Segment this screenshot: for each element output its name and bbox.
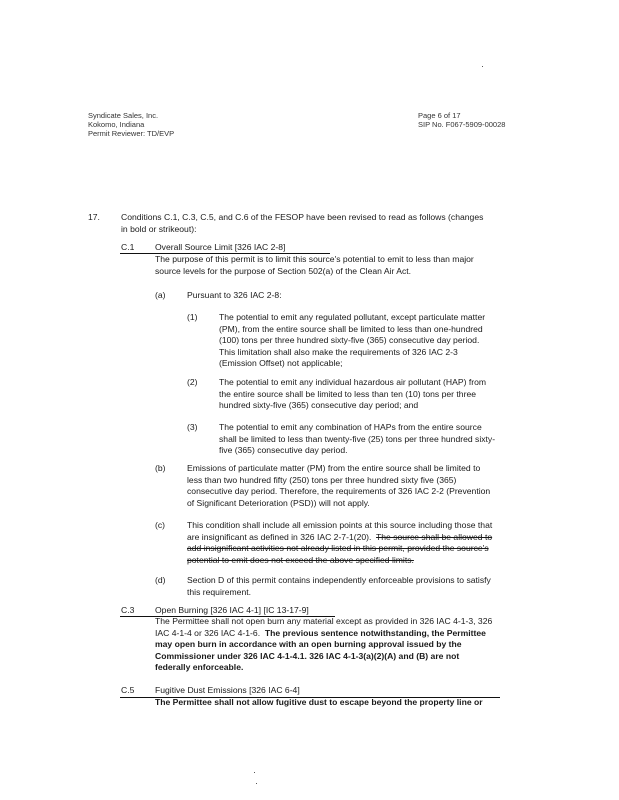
c1-d-text: Section D of this permit contains independently enforceable provisions to satisfy this requirement. (187, 575, 491, 597)
c3-text: The Permittee shall not open burn any material except as provided in 326 IAC 4-1-3, 326 IAC 4-1-4 or 326 IAC 4-1-6. The previous sentence notwithstanding, the Permittee may open burn in accordance with an open burning approval issued by the Commissioner under 326 IAC 4-1-4.1. 326 IAC 4-1-3(a)(2)(A) and (B) are not federally enforceable. (155, 616, 493, 673)
header-location: Kokomo, Indiana (88, 120, 145, 129)
c1-c-text: This condition shall include all emission points at this source including those that are insignificant as defined in 326 IAC 2-7-1(20). The source shall be allowed to add insignificant activities not already listed in this permit, provided the source's potential to emit does not exceed the above specified limits. (187, 520, 493, 565)
c1-sub2-text: The potential to emit any individual hazardous air pollutant (HAP) from the entire source shall be limited to less than ten (10) tons per three hundred sixty-five (365) consecutive day period; and (219, 377, 487, 411)
c1-c-label: (c) (155, 520, 166, 530)
c1-sub3-label: (3) (187, 422, 198, 432)
c1-title: Overall Source Limit [326 IAC 2-8] (155, 242, 286, 252)
header-left (88, 111, 174, 138)
header-reviewer: Permit Reviewer: TD/EVP (88, 129, 175, 138)
c1-c-strikeout-3: potential to emit does not exceed the above specified limits. (187, 554, 414, 565)
c1-sub3-text: The potential to emit any combination of HAPs from the entire source shall be limited to less than twenty-five (25) tons per three hundred sixty- five (365) consecutive day period. (219, 422, 496, 456)
header-permit-number: SIP No. F067-5909-00028 (418, 120, 506, 129)
c1-b-label: (b) (155, 463, 166, 473)
c5-title: Fugitive Dust Emissions [326 IAC 6-4] (155, 685, 300, 695)
c5-label: C.5 (121, 685, 135, 695)
c5-text: The Permittee shall not allow fugitive dust to escape beyond the property line or (155, 697, 483, 707)
c1-sub1-text: The potential to emit any regulated pollutant, except particulate matter (PM), from the entire source shall be limited to less than one-hundred (100) tons per three hundred sixty-five (365) consecutive day period. This limitation shall also make the requirements of 326 IAC 2-3 (Emission Offset) not applicable; (219, 312, 486, 369)
c1-d-label: (d) (155, 575, 166, 585)
c1-c-strikeout-2: add insignificant activities not already listed in this permit, provided the source's (187, 543, 489, 554)
c1-a-text: Pursuant to 326 IAC 2-8: (187, 290, 282, 300)
c3-bold-insert: The previous sentence notwithstanding, the Permittee (264, 627, 486, 638)
scan-speck (254, 772, 255, 773)
c1-label: C.1 (121, 242, 135, 252)
scan-speck (256, 783, 257, 784)
c1-sub2-label: (2) (187, 377, 198, 387)
c3-label: C.3 (121, 605, 135, 615)
c3-title: Open Burning [326 IAC 4-1] [IC 13-17-9] (155, 605, 309, 615)
c1-b-text: Emissions of particulate matter (PM) from the entire source shall be limited to less than two hundred fifty (250) tons per three hundred sixty five (365) consecutive day period. Therefore, the requirements of 326 IAC 2-2 (Prevention of Significant Deterioration (PSD)) will not apply. (187, 463, 491, 508)
item-17-intro: Conditions C.1, C.3, C.5, and C.6 of the FESOP have been revised to read as follows (changes in bold or strikeout): (121, 212, 484, 234)
scan-speck (482, 66, 483, 67)
header-right (418, 111, 505, 129)
header-company: Syndicate Sales, Inc. (88, 111, 159, 120)
c1-c-strikeout-1: The source shall be allowed to (376, 531, 493, 542)
c1-a-label: (a) (155, 290, 166, 300)
header-page-number: Page 6 of 17 (418, 111, 461, 120)
item-17-number: 17. (88, 212, 100, 222)
c1-purpose: The purpose of this permit is to limit this source's potential to emit to less than major source levels for the purpose of Section 502(a) of the Clean Air Act. (155, 254, 474, 276)
c1-sub1-label: (1) (187, 312, 198, 322)
